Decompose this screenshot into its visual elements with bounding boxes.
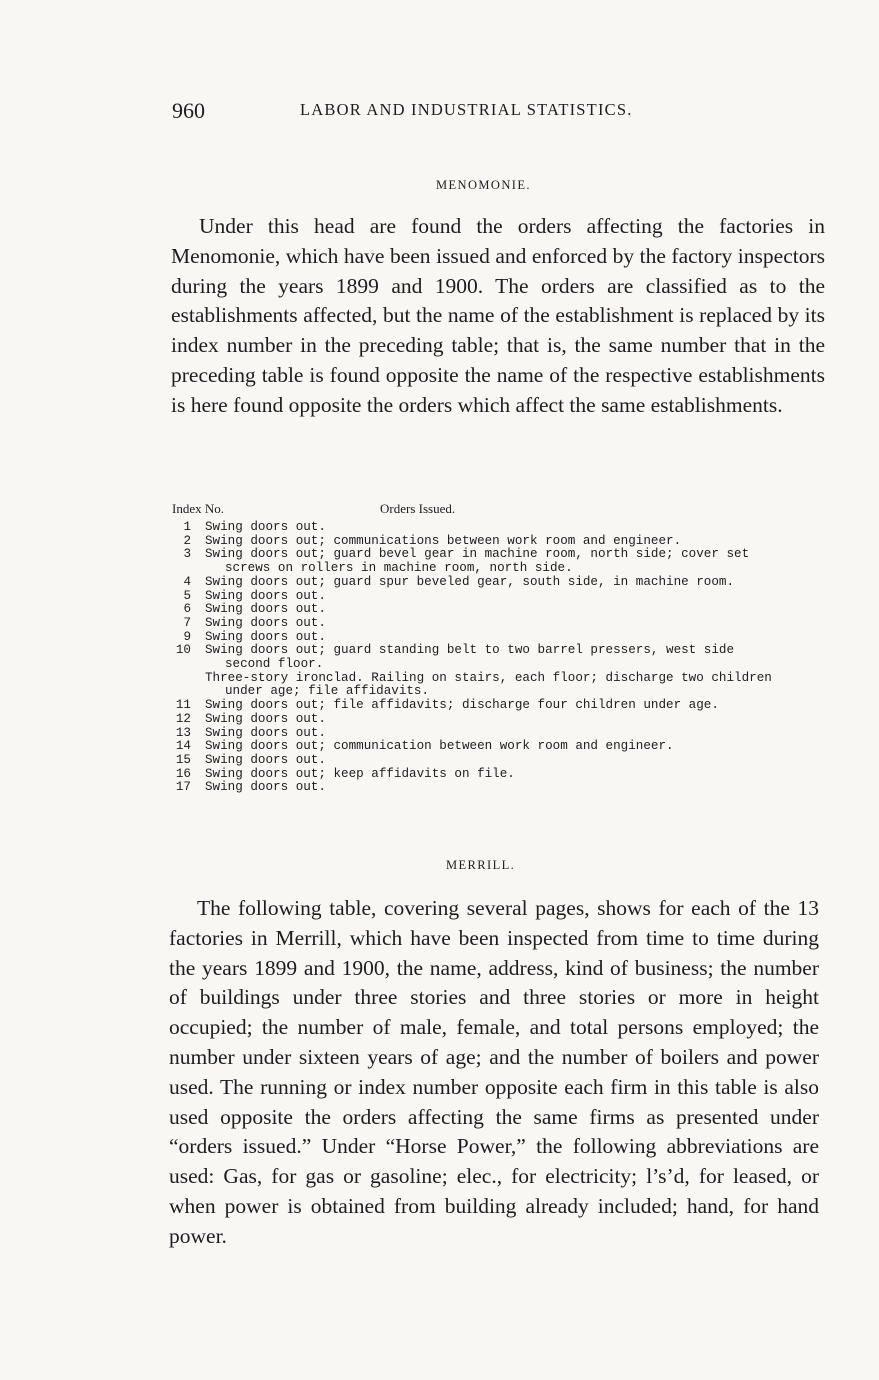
order-row bbox=[172, 699, 822, 713]
menomonie-intro-paragraph: Under this head are found the orders affecting the factories in Menomonie, which have been issued and enforced by the factory inspectors during the years 1899 and 1900. The orders are classified as to the establishments affected, but the name of the establishment is replaced by its index number in the preceding table; that is, the same number that in the preceding table is found opposite the name of the respective establishments is here found opposite the orders which affect the same establishments. bbox=[171, 214, 825, 417]
order-text: Swing doors out; communications between work room and engineer. bbox=[205, 533, 682, 548]
order-row bbox=[172, 617, 822, 631]
order-row bbox=[172, 548, 822, 575]
order-text-continuation: under age; file affidavits. bbox=[225, 684, 430, 699]
order-text: Swing doors out. bbox=[205, 602, 326, 617]
order-row bbox=[172, 768, 822, 782]
order-index: 7 bbox=[183, 615, 191, 630]
order-row bbox=[172, 781, 822, 795]
orders-list bbox=[172, 521, 822, 795]
order-text: Swing doors out; file affidavits; discharge four children under age. bbox=[205, 698, 719, 713]
order-text: Swing doors out; communication between work room and engineer. bbox=[205, 739, 674, 754]
order-row bbox=[172, 644, 822, 671]
order-text: Swing doors out. bbox=[205, 725, 326, 740]
order-text: Swing doors out; keep affidavits on file. bbox=[205, 766, 515, 781]
order-row bbox=[172, 576, 822, 590]
order-index: 3 bbox=[183, 547, 191, 562]
order-text-continuation: second floor. bbox=[225, 657, 324, 672]
order-text: Swing doors out; guard bevel gear in machine room, north side; cover set bbox=[205, 547, 750, 562]
section-heading-merrill: MERRILL. bbox=[446, 858, 516, 872]
order-index: 5 bbox=[183, 588, 191, 603]
order-text: Swing doors out. bbox=[205, 615, 326, 630]
order-text: Swing doors out; guard standing belt to two barrel pressers, west side bbox=[205, 643, 735, 658]
orders-column-header: Orders Issued. bbox=[380, 501, 456, 516]
order-index: 16 bbox=[175, 766, 191, 781]
order-text: Swing doors out. bbox=[205, 588, 326, 603]
running-head: LABOR AND INDUSTRIAL STATISTICS. bbox=[300, 100, 633, 119]
order-index: 4 bbox=[183, 574, 191, 589]
order-text: Swing doors out. bbox=[205, 711, 326, 726]
order-index: 2 bbox=[183, 533, 191, 548]
order-row bbox=[172, 603, 822, 617]
order-text: Swing doors out. bbox=[205, 752, 326, 767]
order-row bbox=[172, 754, 822, 768]
order-text: Swing doors out. bbox=[205, 520, 326, 534]
order-index: 14 bbox=[175, 739, 191, 754]
merrill-intro-paragraph: The following table, covering several pages, shows for each of the 13 factories in Merrill, which have been inspected from time to time during the years 1899 and 1900, the name, address, kind of business; the number of buildings under three stories and three stories or more in height occupied; the number of male, female, and total persons employed; the number under sixteen years of age; and the number of boilers and power used. The running or index number opposite each firm in this table is also used opposite the orders affecting the same firms as presented under “orders issued.” Under “Horse Power,” the following abbreviations are used: Gas, for gas or gasoline; elec., for electricity; l’s’d, for leased, or when power is obtained from building already included; hand, for hand power. bbox=[169, 896, 819, 1248]
order-row bbox=[172, 727, 822, 741]
order-text-continuation: screws on rollers in machine room, north side. bbox=[225, 561, 573, 576]
order-row bbox=[172, 672, 822, 699]
page-number: 960 bbox=[172, 98, 205, 123]
order-row bbox=[172, 535, 822, 549]
order-row bbox=[172, 713, 822, 727]
index-column-header: Index No. bbox=[172, 501, 224, 516]
order-index: 1 bbox=[183, 520, 191, 534]
order-index: 11 bbox=[175, 698, 191, 713]
order-row bbox=[172, 631, 822, 645]
section-heading-menomonie: MENOMONIE. bbox=[436, 178, 531, 192]
order-index: 10 bbox=[175, 643, 191, 658]
order-index: 12 bbox=[175, 711, 191, 726]
order-text: Three-story ironclad. Railing on stairs, each floor; discharge two children bbox=[205, 670, 772, 685]
order-index: 6 bbox=[183, 602, 191, 617]
order-index: 9 bbox=[183, 629, 191, 644]
order-row bbox=[172, 521, 822, 535]
order-text: Swing doors out. bbox=[205, 629, 326, 644]
order-row bbox=[172, 740, 822, 754]
order-index: 13 bbox=[175, 725, 191, 740]
order-text: Swing doors out; guard spur beveled gear, south side, in machine room. bbox=[205, 574, 735, 589]
order-index: 17 bbox=[175, 780, 191, 795]
order-row bbox=[172, 590, 822, 604]
order-index: 15 bbox=[175, 752, 191, 767]
order-text: Swing doors out. bbox=[205, 780, 326, 795]
